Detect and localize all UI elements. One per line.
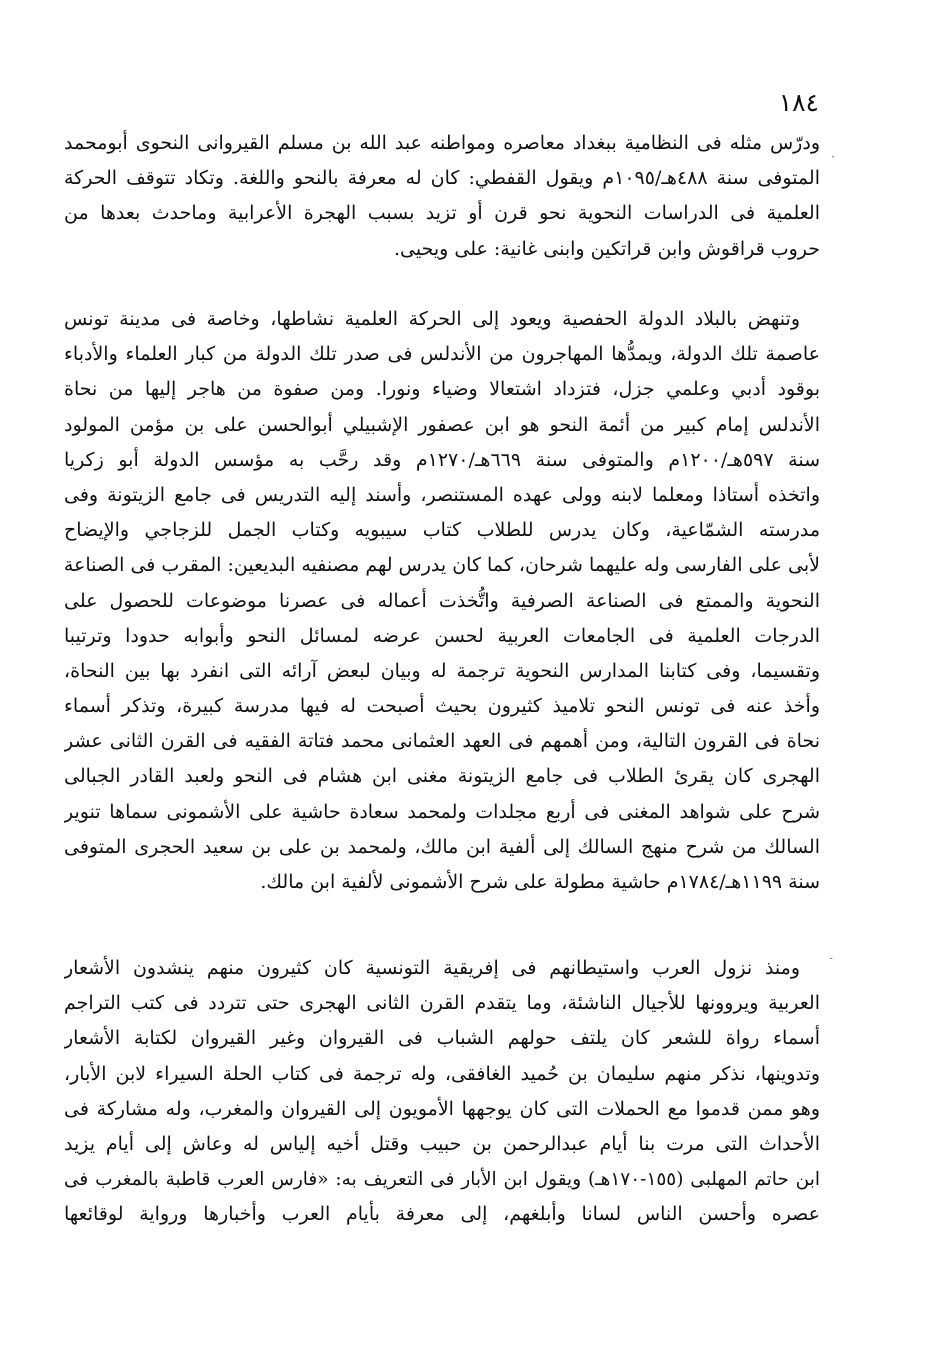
text-line: الأندلس إمام كبير من أئمة النحو هو ابن عصفور الإشبيلي أبوالحسن على بن مؤمن المولود (64, 413, 820, 436)
text-line: حروب قراقوش وابن قراتكين وابنى غانية: على ويحيى. (394, 237, 820, 260)
text-line: السالك من شرح منهج السالك إلى ألفية ابن مالك، ولمحمد بن على بن سعيد الحجرى المتوفى (64, 835, 820, 858)
text-line: بوقود أدبي وعلمي جزل، فتزداد اشتعالا وضياء ونورا. ومن صفوة من هاجر إليها من نحاة (64, 378, 820, 401)
text-line: ابن حاتم المهلبى (١٥٥-١٧٠هـ) ويقول ابن الأبار فى التعريف به: «فارس العرب قاطبة بالمغرب فى (64, 1169, 820, 1191)
text-line: الدرجات العلمية فى الجامعات العربية لحسن عرضه لمسائل النحو وأبوابه حدودا وترتيبا (64, 624, 820, 647)
paragraph-3 (64, 951, 820, 1233)
text-line: لأبى على الفارسى وله عليهما شرحان، كما كان يدرس لهم مصنفيه البديعين: المقرب فى الصناعة (64, 554, 820, 577)
scan-speck: ˋ (827, 954, 841, 970)
page-number: ١٨٤ (778, 88, 819, 117)
scan-speck: · (831, 150, 835, 164)
text-line: الهجرى كان يقرئ الطلاب فى جامع الزيتونة مغنى ابن هشام فى النحو ولعبد القادر الجبالى (64, 765, 820, 788)
text-line: وأخذ عنه فى تونس النحو تلاميذ كثيرون بحيث أصبحت له فيها مدرسة كبيرة، وتذكر أسماء (64, 695, 820, 718)
text-line: ومنذ نزول العرب واستيطانهم فى إفريقية التونسية كان كثيرون منهم ينشدون الأشعار (64, 957, 800, 979)
text-line: الأحداث التى مرت بنا أيام عبدالرحمن بن حبيب وقتل أخيه إلياس له وعاش إلى أيام يزيد (64, 1132, 820, 1155)
text-line: النحوية والممتع فى الصناعة الصرفية واتُّخذت أعماله فى عصرنا موضوعات للحصول على (64, 589, 820, 612)
text-line: ودرّس مثله فى النظامية ببغداد معاصره ومواطنه عبد الله بن مسلم القيروانى النحوى أبومحمد (64, 132, 820, 154)
text-line: شرح على شواهد المغنى فى أربع مجلدات ولمحمد سعادة حاشية على الأشمونى سماها تنوير (64, 800, 820, 823)
text-line: مدرسته الشمّاعية، وكان يدرس للطلاب كتاب سيبويه وكتاب الجمل للزجاجي والإيضاح (64, 519, 820, 542)
text-line: وتنهض بالبلاد الدولة الحفصية ويعود إلى الحركة العلمية نشاطها، وخاصة فى مدينة تونس (64, 308, 800, 330)
text-line: أسماء رواة للشعر كان يلتف حولهم الشباب فى القيروان وغير القيروان لكتابة الأشعار (64, 1027, 820, 1050)
text-line: عصره وأحسن الناس لسانا وأبلغهم، إلى معرفة بأيام العرب وأخبارها ورواية لوقائعها (64, 1203, 820, 1226)
text-line: سنة ٥٩٧هـ/١٢٠٠م والمتوفى سنة ٦٦٩هـ/١٢٧٠م وقد رحَّب به مؤسس الدولة أبو زكريا (64, 448, 820, 471)
text-line: العلمية فى الدراسات النحوية نحو قرن أو تزيد بسبب الهجرة الأعرابية وماحدث بعدها من (64, 202, 820, 225)
text-line: واتخذه أستاذا ومعلما لابنه وولى عهده المستنصر، وأسند إليه التدريس فى جامع الزيتونة وفى (64, 483, 820, 506)
text-line: سنة ١١٩٩هـ/١٧٨٤م حاشية مطولة على شرح الأشمونى لألفية ابن مالك. (260, 871, 820, 893)
text-line: وهو ممن قدموا مع الحملات التى كان يوجهها الأمويون إلى القيروان والمغرب، وله مشاركة فى (64, 1097, 820, 1120)
paragraph-1 (64, 126, 820, 267)
text-line: نحاة فى القرون التالية، ومن أهمهم فى العهد العثمانى محمد فتاتة الفقيه فى القرن الثانى عشر (64, 730, 820, 753)
text-line: وتدوينها، نذكر منهم سليمان بن حُميد الغافقى، وله ترجمة فى كتاب الحلة السيراء لابن الأبار، (64, 1062, 820, 1085)
paragraph-2 (64, 302, 820, 900)
text-line: عاصمة تلك الدولة، ويمدُّها المهاجرون من الأندلس فى صدر تلك الدولة من كبار العلماء والأدباء (64, 343, 820, 366)
text-line: وتقسيما، وفى كتابنا المدارس النحوية ترجمة له وبيان لبعض آرائه التى انفرد بها بين النحاة، (64, 659, 820, 682)
text-line: العربية ويروونها للأجيال الناشئة، وما يتقدم القرن الثانى الهجرى حتى تتردد فى كتب التراجم (64, 992, 820, 1015)
text-line: المتوفى سنة ٤٨٨هـ/١٠٩٥م ويقول القفطي: كان له معرفة بالنحو واللغة. وتكاد تتوقف الحركة (64, 167, 820, 190)
